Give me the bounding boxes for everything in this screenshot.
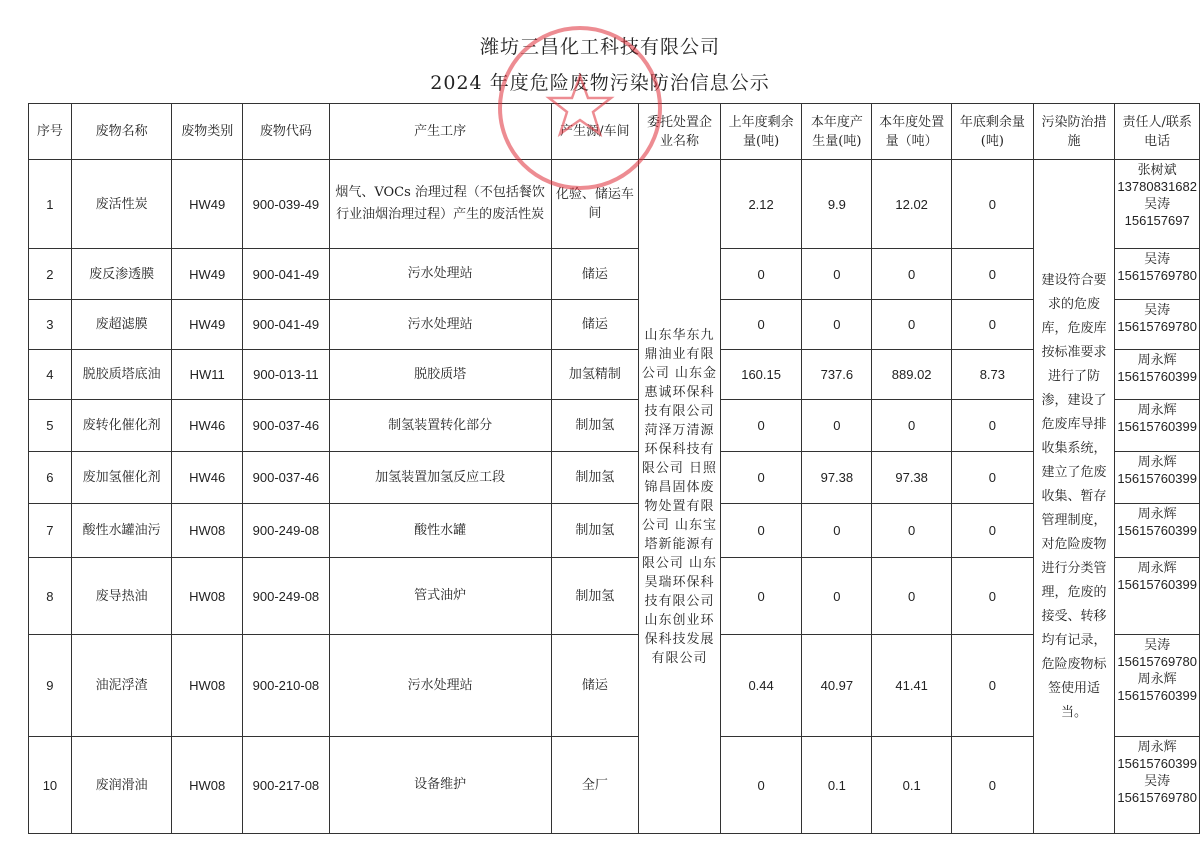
cell-source: 制加氢: [551, 558, 639, 635]
cell-category: HW46: [172, 452, 243, 504]
cell-remain: 0: [952, 400, 1034, 452]
cell-prev: 0: [720, 249, 802, 300]
table-row: [29, 400, 1200, 452]
cell-no: 9: [29, 635, 72, 737]
table-row: [29, 737, 1200, 834]
cell-source: 化验、储运车间: [551, 160, 639, 249]
cell-name: 废润滑油: [71, 737, 171, 834]
column-header: 责任人/联系电话: [1115, 104, 1200, 160]
cell-code: 900-039-49: [243, 160, 330, 249]
cell-code: 900-013-11: [243, 350, 330, 400]
company-name: 潍坊三昌化工科技有限公司: [479, 36, 720, 58]
cell-remain: 0: [952, 452, 1034, 504]
cell-no: 8: [29, 558, 72, 635]
cell-disposed: 0: [872, 249, 952, 300]
cell-remain: 0: [952, 249, 1034, 300]
table-row: [29, 249, 1200, 300]
cell-no: 7: [29, 504, 72, 558]
column-header: 本年度处置量（吨）: [872, 104, 952, 160]
cell-contact: 周永辉 15615760399: [1115, 400, 1200, 452]
cell-disposed: 0: [872, 400, 952, 452]
table-row: [29, 350, 1200, 400]
cell-name: 废转化催化剂: [71, 400, 171, 452]
cell-source: 储运: [551, 300, 639, 350]
cell-remain: 8.73: [952, 350, 1034, 400]
table-row: [29, 504, 1200, 558]
cell-no: 6: [29, 452, 72, 504]
column-header: 年底剩余量(吨): [952, 104, 1034, 160]
cell-process: 制氢装置转化部分: [329, 400, 551, 452]
cell-category: HW08: [172, 504, 243, 558]
cell-process: 设备维护: [329, 737, 551, 834]
cell-process: 污水处理站: [329, 635, 551, 737]
cell-no: 10: [29, 737, 72, 834]
cell-process: 酸性水罐: [329, 504, 551, 558]
cell-contact: 周永辉 15615760399: [1115, 452, 1200, 504]
cell-category: HW08: [172, 737, 243, 834]
cell-code: 900-249-08: [243, 504, 330, 558]
cell-disposed: 41.41: [872, 635, 952, 737]
cell-no: 1: [29, 160, 72, 249]
cell-produced: 97.38: [802, 452, 872, 504]
cell-remain: 0: [952, 300, 1034, 350]
cell-produced: 0.1: [802, 737, 872, 834]
cell-contact: 吴涛 15615769780: [1115, 249, 1200, 300]
cell-no: 2: [29, 249, 72, 300]
cell-source: 制加氢: [551, 504, 639, 558]
column-header: 上年度剩余量(吨): [720, 104, 802, 160]
cell-name: 酸性水罐油污: [71, 504, 171, 558]
cell-disposed: 0: [872, 300, 952, 350]
cell-remain: 0: [952, 160, 1034, 249]
cell-source: 储运: [551, 635, 639, 737]
cell-disposal-companies: 山东华东九鼎油业有限公司 山东金惠诚环保科技有限公司 菏泽万清源环保科技有限公司 日照锦昌固体废物处置有限公司 山东宝塔新能源有限公司 山东昊瑞环保科技有限公司 山东创业环保科技发展有限公司: [639, 160, 721, 834]
cell-name: 废活性炭: [71, 160, 171, 249]
cell-prev: 160.15: [720, 350, 802, 400]
cell-name: 废超滤膜: [71, 300, 171, 350]
cell-no: 5: [29, 400, 72, 452]
cell-disposed: 0: [872, 558, 952, 635]
column-header: 废物类别: [172, 104, 243, 160]
cell-process: 污水处理站: [329, 300, 551, 350]
cell-process: 加氢装置加氢反应工段: [329, 452, 551, 504]
table-row: [29, 452, 1200, 504]
cell-process: 烟气、VOCs 治理过程（不包括餐饮行业油烟治理过程）产生的废活性炭: [329, 160, 551, 249]
cell-prev: 0: [720, 558, 802, 635]
cell-code: 900-037-46: [243, 452, 330, 504]
cell-prev: 0: [720, 452, 802, 504]
cell-contact: 周永辉 15615760399: [1115, 558, 1200, 635]
cell-contact: 张树斌 13780831682 吴涛 156157697: [1115, 160, 1200, 249]
cell-produced: 40.97: [802, 635, 872, 737]
cell-contact: 吴涛 15615769780: [1115, 300, 1200, 350]
cell-prev: 0: [720, 400, 802, 452]
cell-category: HW46: [172, 400, 243, 452]
cell-source: 全厂: [551, 737, 639, 834]
cell-produced: 0: [802, 400, 872, 452]
cell-produced: 0: [802, 300, 872, 350]
cell-code: 900-210-08: [243, 635, 330, 737]
table-row: [29, 160, 1200, 249]
cell-name: 废导热油: [71, 558, 171, 635]
cell-pollution-measures: 建设符合要求的危废库，危废库按标准要求进行了防渗，建设了危废库导排收集系统，建立了危废收集、暂存管理制度，对危险废物进行分类管理，危废的接受、转移均有记录，危险废物标签使用适当。: [1033, 160, 1115, 834]
cell-category: HW08: [172, 558, 243, 635]
cell-remain: 0: [952, 504, 1034, 558]
cell-source: 制加氢: [551, 400, 639, 452]
column-header: 废物代码: [243, 104, 330, 160]
cell-name: 废反渗透膜: [71, 249, 171, 300]
cell-disposed: 0: [872, 504, 952, 558]
column-header: 本年度产生量(吨): [802, 104, 872, 160]
cell-prev: 0: [720, 737, 802, 834]
cell-category: HW49: [172, 300, 243, 350]
cell-contact: 周永辉 15615760399: [1115, 504, 1200, 558]
cell-prev: 0.44: [720, 635, 802, 737]
cell-contact: 吴涛 15615769780 周永辉 15615760399: [1115, 635, 1200, 737]
cell-prev: 2.12: [720, 160, 802, 249]
cell-produced: 737.6: [802, 350, 872, 400]
table-row: [29, 300, 1200, 350]
cell-name: 油泥浮渣: [71, 635, 171, 737]
cell-process: 污水处理站: [329, 249, 551, 300]
table-header-row: [29, 104, 1200, 160]
cell-category: HW11: [172, 350, 243, 400]
cell-contact: 周永辉 15615760399 吴涛 15615769780: [1115, 737, 1200, 834]
cell-no: 4: [29, 350, 72, 400]
cell-remain: 0: [952, 558, 1034, 635]
cell-code: 900-249-08: [243, 558, 330, 635]
cell-produced: 0: [802, 558, 872, 635]
cell-disposed: 0.1: [872, 737, 952, 834]
document-title: 2024 年度危险废物污染防治信息公示: [430, 72, 770, 94]
hazardous-waste-table: [28, 103, 1200, 834]
cell-code: 900-037-46: [243, 400, 330, 452]
cell-process: 脱胶质塔: [329, 350, 551, 400]
cell-category: HW08: [172, 635, 243, 737]
cell-code: 900-041-49: [243, 249, 330, 300]
cell-disposed: 889.02: [872, 350, 952, 400]
cell-name: 脱胶质塔底油: [71, 350, 171, 400]
cell-source: 加氢精制: [551, 350, 639, 400]
table-row: [29, 558, 1200, 635]
cell-produced: 9.9: [802, 160, 872, 249]
column-header: 产生源/车间: [551, 104, 639, 160]
cell-prev: 0: [720, 504, 802, 558]
cell-source: 储运: [551, 249, 639, 300]
cell-code: 900-041-49: [243, 300, 330, 350]
column-header: 废物名称: [71, 104, 171, 160]
table-row: [29, 635, 1200, 737]
column-header: 序号: [29, 104, 72, 160]
column-header: 产生工序: [329, 104, 551, 160]
cell-contact: 周永辉 15615760399: [1115, 350, 1200, 400]
cell-no: 3: [29, 300, 72, 350]
cell-name: 废加氢催化剂: [71, 452, 171, 504]
cell-category: HW49: [172, 160, 243, 249]
cell-code: 900-217-08: [243, 737, 330, 834]
cell-remain: 0: [952, 635, 1034, 737]
cell-produced: 0: [802, 504, 872, 558]
cell-source: 制加氢: [551, 452, 639, 504]
column-header: 污染防治措施: [1033, 104, 1115, 160]
column-header: 委托处置企业名称: [639, 104, 721, 160]
cell-prev: 0: [720, 300, 802, 350]
cell-remain: 0: [952, 737, 1034, 834]
cell-disposed: 97.38: [872, 452, 952, 504]
cell-category: HW49: [172, 249, 243, 300]
cell-disposed: 12.02: [872, 160, 952, 249]
cell-produced: 0: [802, 249, 872, 300]
cell-process: 管式油炉: [329, 558, 551, 635]
